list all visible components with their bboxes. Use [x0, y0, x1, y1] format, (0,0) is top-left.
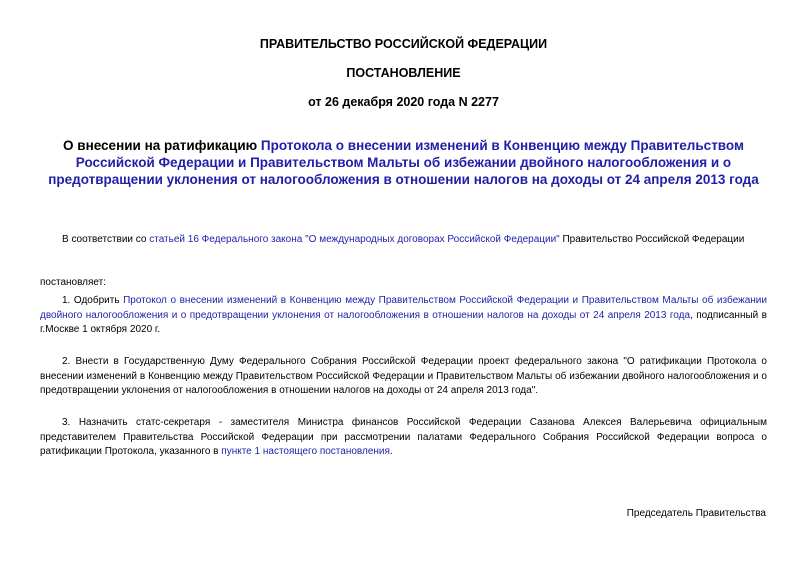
document-title [40, 137, 767, 188]
intro-paragraph [40, 233, 767, 248]
intro-suffix: Правительство Российской Федерации [559, 234, 745, 245]
document-type: ПОСТАНОВЛЕНИЕ [346, 66, 461, 80]
item-1-prefix: 1. Одобрить [62, 295, 124, 306]
item-1-reference-link[interactable]: пункте 1 настоящего постановления [221, 446, 390, 458]
title-protocol-link[interactable]: Протокола о внесении изменений в Конвенцию между Правительством Российской Федерации и Правительством Мальты об избежании двойного налогообложения и о предотвращении уклонения от налогообложения в отношении налогов на доходы от 24 апреля 2013 года [48, 138, 759, 187]
federal-law-link[interactable]: статьей 16 Федерального закона "О международных договорах Российской Федерации" [149, 234, 560, 245]
intro-prefix: В соответствии со [62, 234, 150, 245]
item-1-suffix: , подписанный в г.Москве 1 октября 2020 г. [40, 309, 767, 336]
government-heading: ПРАВИТЕЛЬСТВО РОССИЙСКОЙ ФЕДЕРАЦИИ [259, 37, 548, 51]
resolves-label: постановляет: [40, 277, 107, 288]
title-prefix: О внесении на ратификацию [63, 138, 261, 153]
item-3-prefix: 3. Назначить статс-секретаря - заместителя Министра финансов Российской Федерации Сазанова Алексея Валерьевича официальным представителем Правительства Российской Федерации при рассмотрении палатами Федерального Собрания Российской Федерации вопроса о ратификации Протокола, указанного в [40, 417, 767, 458]
signature-position: Председатель Правительства [626, 508, 766, 519]
item-1-paragraph [40, 294, 767, 338]
item-3-paragraph [40, 416, 767, 460]
protocol-link[interactable]: Протокол о внесении изменений в Конвенцию между Правительством Российской Федерации и Правительством Мальты об избежании двойного налогообложения и о предотвращении уклонения от налогообложения в отношении налогов на доходы от 24 апреля 2013 года [40, 295, 767, 321]
document-date-number: от 26 декабря 2020 года N 2277 [308, 95, 499, 109]
item-3-suffix: . [389, 446, 393, 458]
item-2-paragraph: 2. Внести в Государственную Думу Федерального Собрания Российской Федерации проект федерального закона "О ратификации Протокола о внесении изменений в Конвенцию между Правительством Российской Федерации и Правительством Мальты об избежании двойного налогообложения и о предотвращении уклонения от налогообложения в отношении налогов на доходы от 24 апреля 2013 года". [40, 356, 767, 397]
